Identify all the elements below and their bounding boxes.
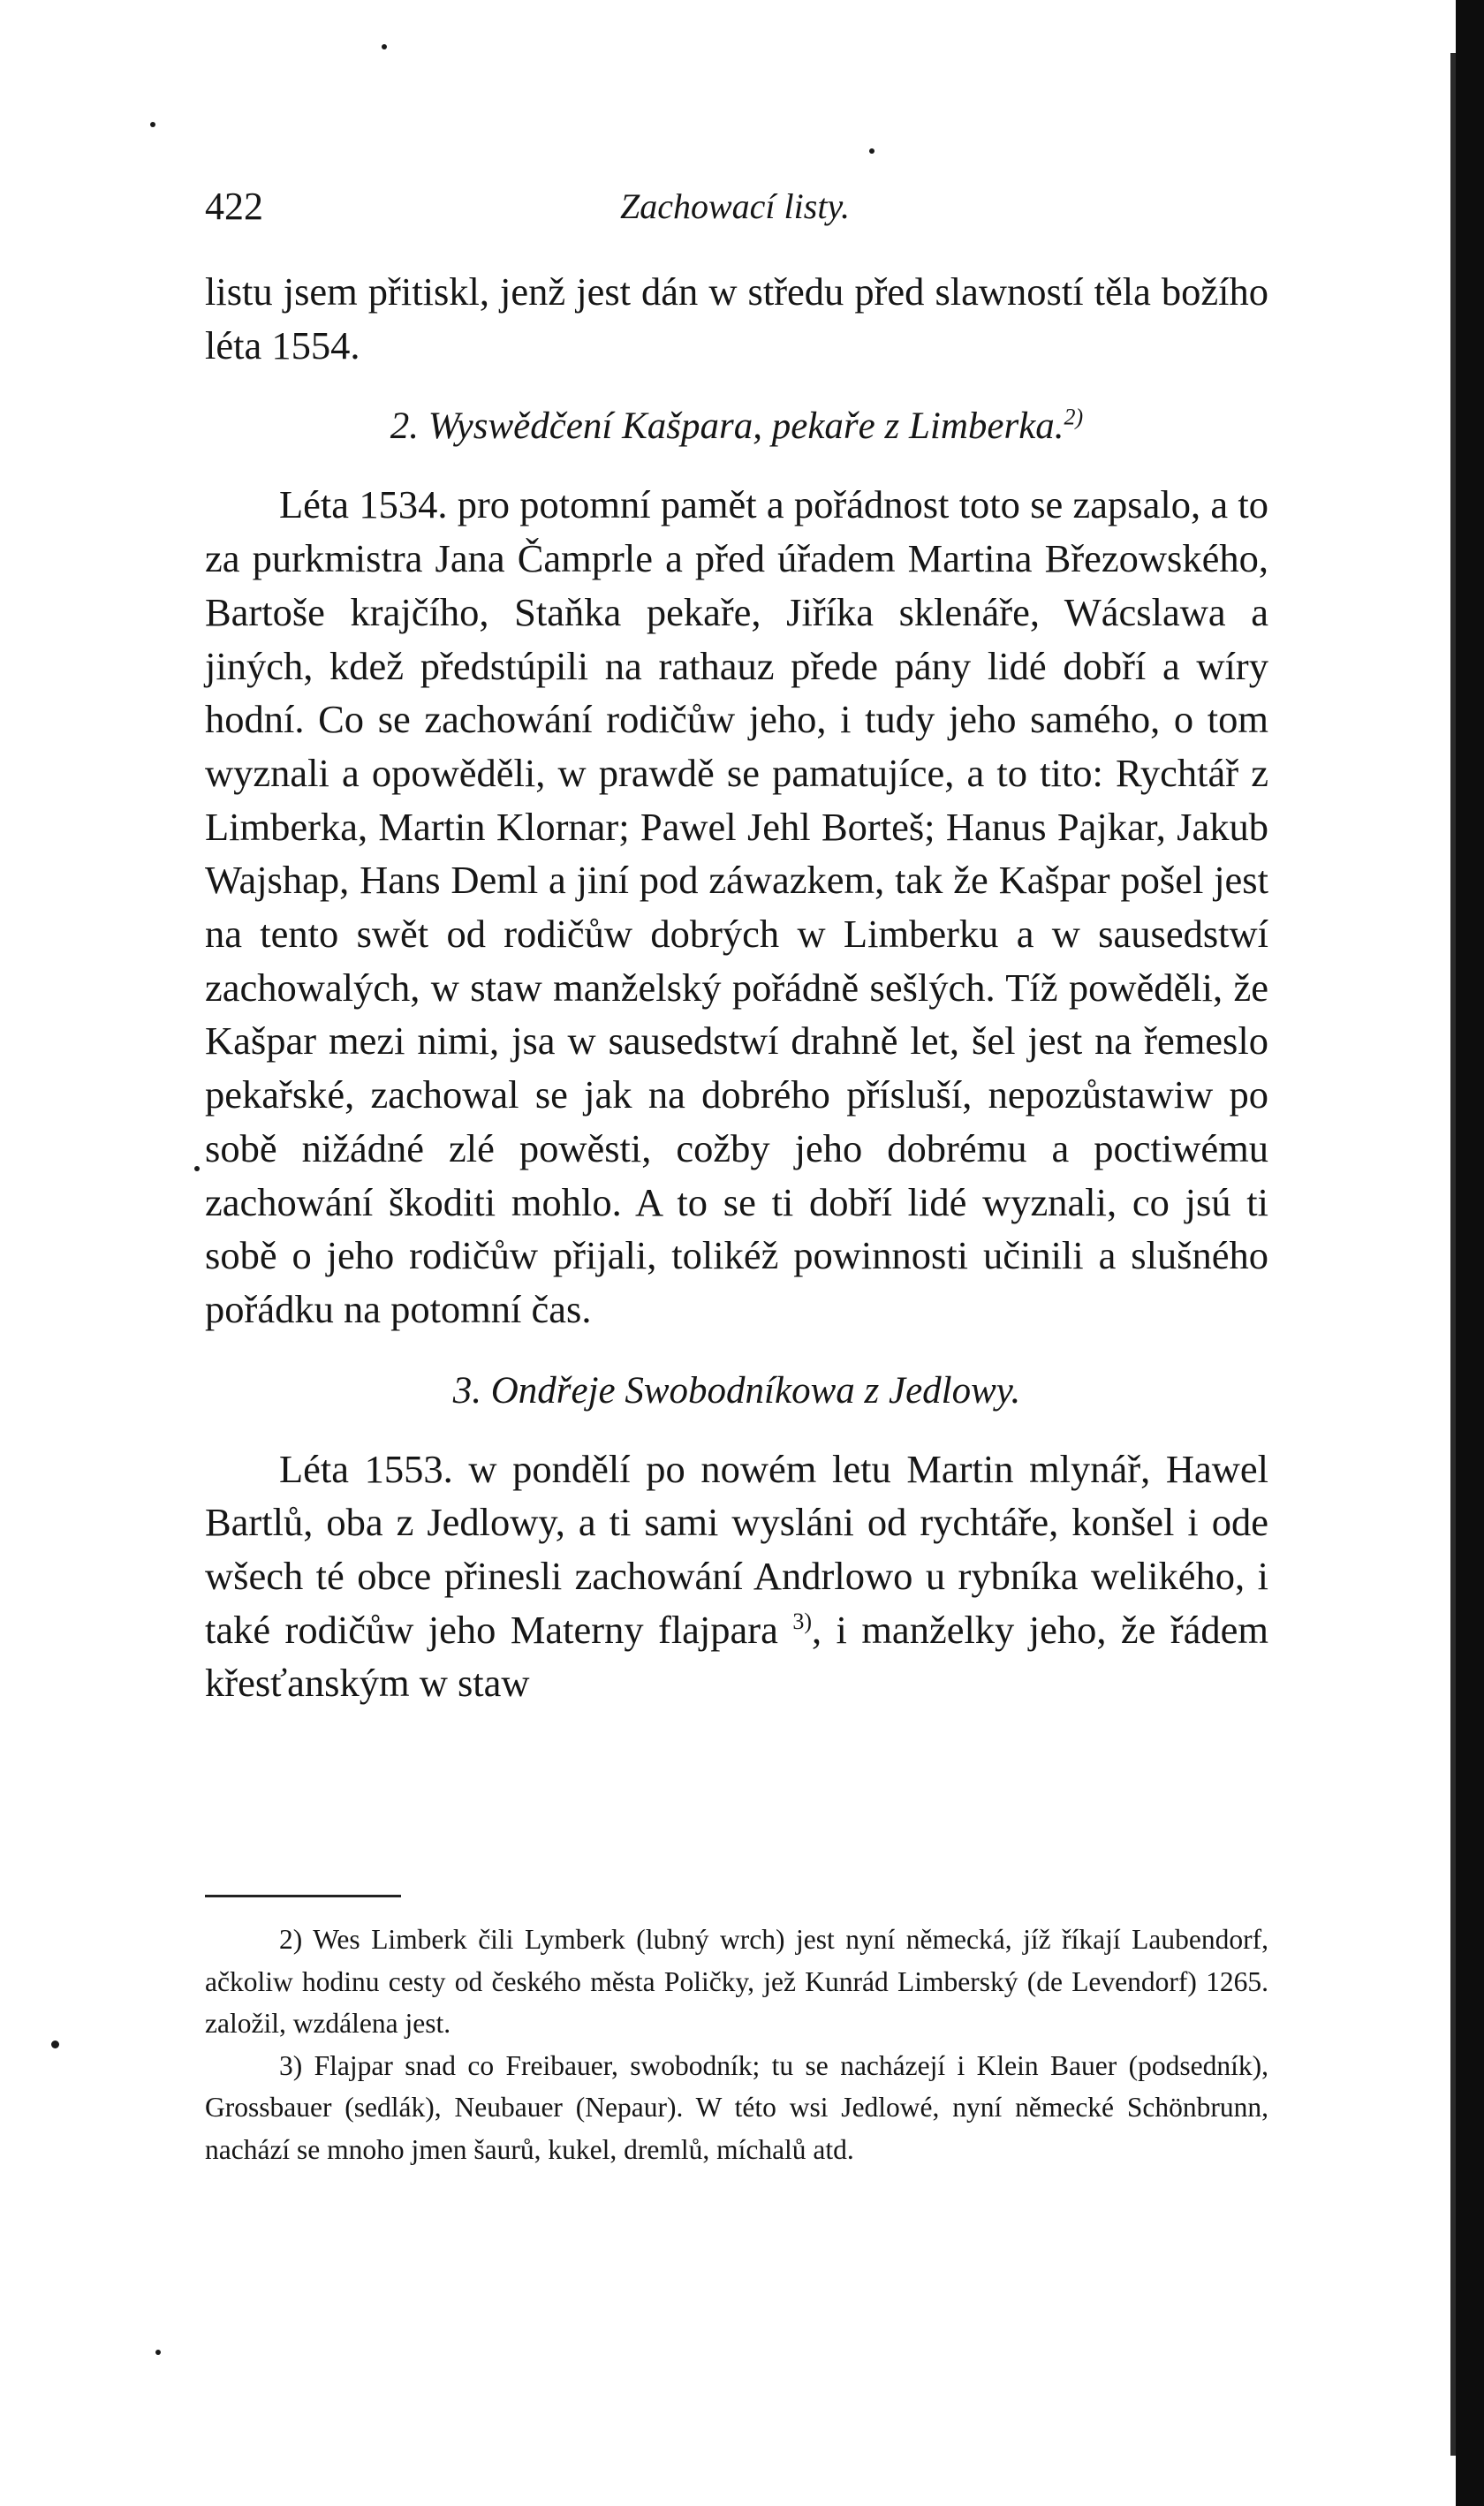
- scan-speck: [382, 44, 387, 49]
- scan-page-edge: [1456, 0, 1484, 2506]
- footnotes: [205, 1919, 1268, 2170]
- scan-speck: [150, 122, 155, 127]
- paragraph-ondrej-text-start: Léta 1553. w pondělí po nowém letu Martin mlynář, Hawel Bartlů, oba z Jedlowy, a ti sami wysláni od rychtáře, konšel i ode wšech té obce přinesli zachowání Andrlowo u rybníka welikého, i také rodičůw jeho Materny flajpara: [205, 1446, 1268, 1652]
- footnote-ref-3: 3): [792, 1608, 812, 1634]
- scan-speck: [51, 2040, 59, 2048]
- section-heading-2-text: 2. Wyswědčení Kašpara, pekaře z Limberka.: [390, 405, 1064, 448]
- scan-speck: [869, 148, 874, 154]
- paragraph-kaspar-testimony: Léta 1534. pro potomní pamět a pořádnost toto se zapsalo, a to za purkmistra Jana Čamprle a před úřadem Martina Březowského, Bartoše krajčího, Staňka pekaře, Jiříka sklenáře, Wácslawa a jiných, kdež předstúpili na rathauz přede pány lidé dobří a wíry hodní. Co se zachowání rodičůw jeho, i tudy jeho samého, o tom wyznali a opowěděli, w prawdě se pamatujíce, a to tito: Rychtář z Limberka, Martin Klornar; Pawel Jehl Borteš; Hanus Pajkar, Jakub Wajshap, Hans Deml a jiní pod záwazkem, tak že Kašpar pošel jest na tento swět od rodičůw dobrých w Limberku a w sausedstwí zachowalých, w staw manželský pořádně sešlých. Tíž powěděli, že Kašpar mezi nimi, jsa w sausedstwí drahně let, šel jest na řemeslo pekařské, zachowal se jak na dobrého přísluší, nepozůstawiw po sobě nižádné zlé powěsti, cožby jeho dobrému a poctiwému zachowání škoditi mohlo. A to se ti dobří lidé wyznali, co jsú ti sobě o jeho rodičůw přijali, tolikéž powinnosti učinili a slušného pořádku na potomní čas.: [205, 482, 1268, 1331]
- section-heading-3: 3. Ondřeje Swobodníkowa z Jedlowy.: [452, 1369, 1021, 1412]
- footnote-separator: [205, 1895, 401, 1897]
- scan-page-edge-shadow: [1450, 53, 1456, 2456]
- scan-speck: [155, 2350, 161, 2355]
- scan-speck: [194, 1166, 200, 1171]
- section-heading-2: [205, 402, 1268, 451]
- paragraph-ondrej-testimony: [205, 1442, 1268, 1711]
- footnote-3: 3) Flajpar snad co Freibauer, swobodník; tu se nacházejí i Klein Bauer (podsedník), Grossbauer (sedlák), Neubauer (Nepaur). W této wsi Jedlowé, nyní německé Schönbrunn, nachází se mnoho jmen šaurů, kukel, dremlů, míchalů atd.: [205, 2049, 1268, 2165]
- running-title: Zachowací listy.: [620, 186, 850, 226]
- paragraph-ondrej-text-end: , i manželky jeho, že řádem křesťanským w staw: [205, 1607, 1269, 1706]
- footnote-ref-2: 2): [1064, 405, 1084, 431]
- paragraph-continuation: listu jsem přitiskl, jenž jest dán w středu před slawností těla božího léta 1554.: [205, 269, 1268, 367]
- main-text: [205, 265, 1268, 1710]
- running-header: [205, 184, 1265, 237]
- footnote-2: 2) Wes Limberk čili Lymberk (lubný wrch) jest nyní německá, jíž říkají Laubendorf, ačkoliw hodinu cesty od českého města Poličky, jež Kunrád Limberský (de Levendorf) 1265. založil, wzdálena jest.: [205, 1924, 1268, 2039]
- page-number: 422: [205, 185, 263, 228]
